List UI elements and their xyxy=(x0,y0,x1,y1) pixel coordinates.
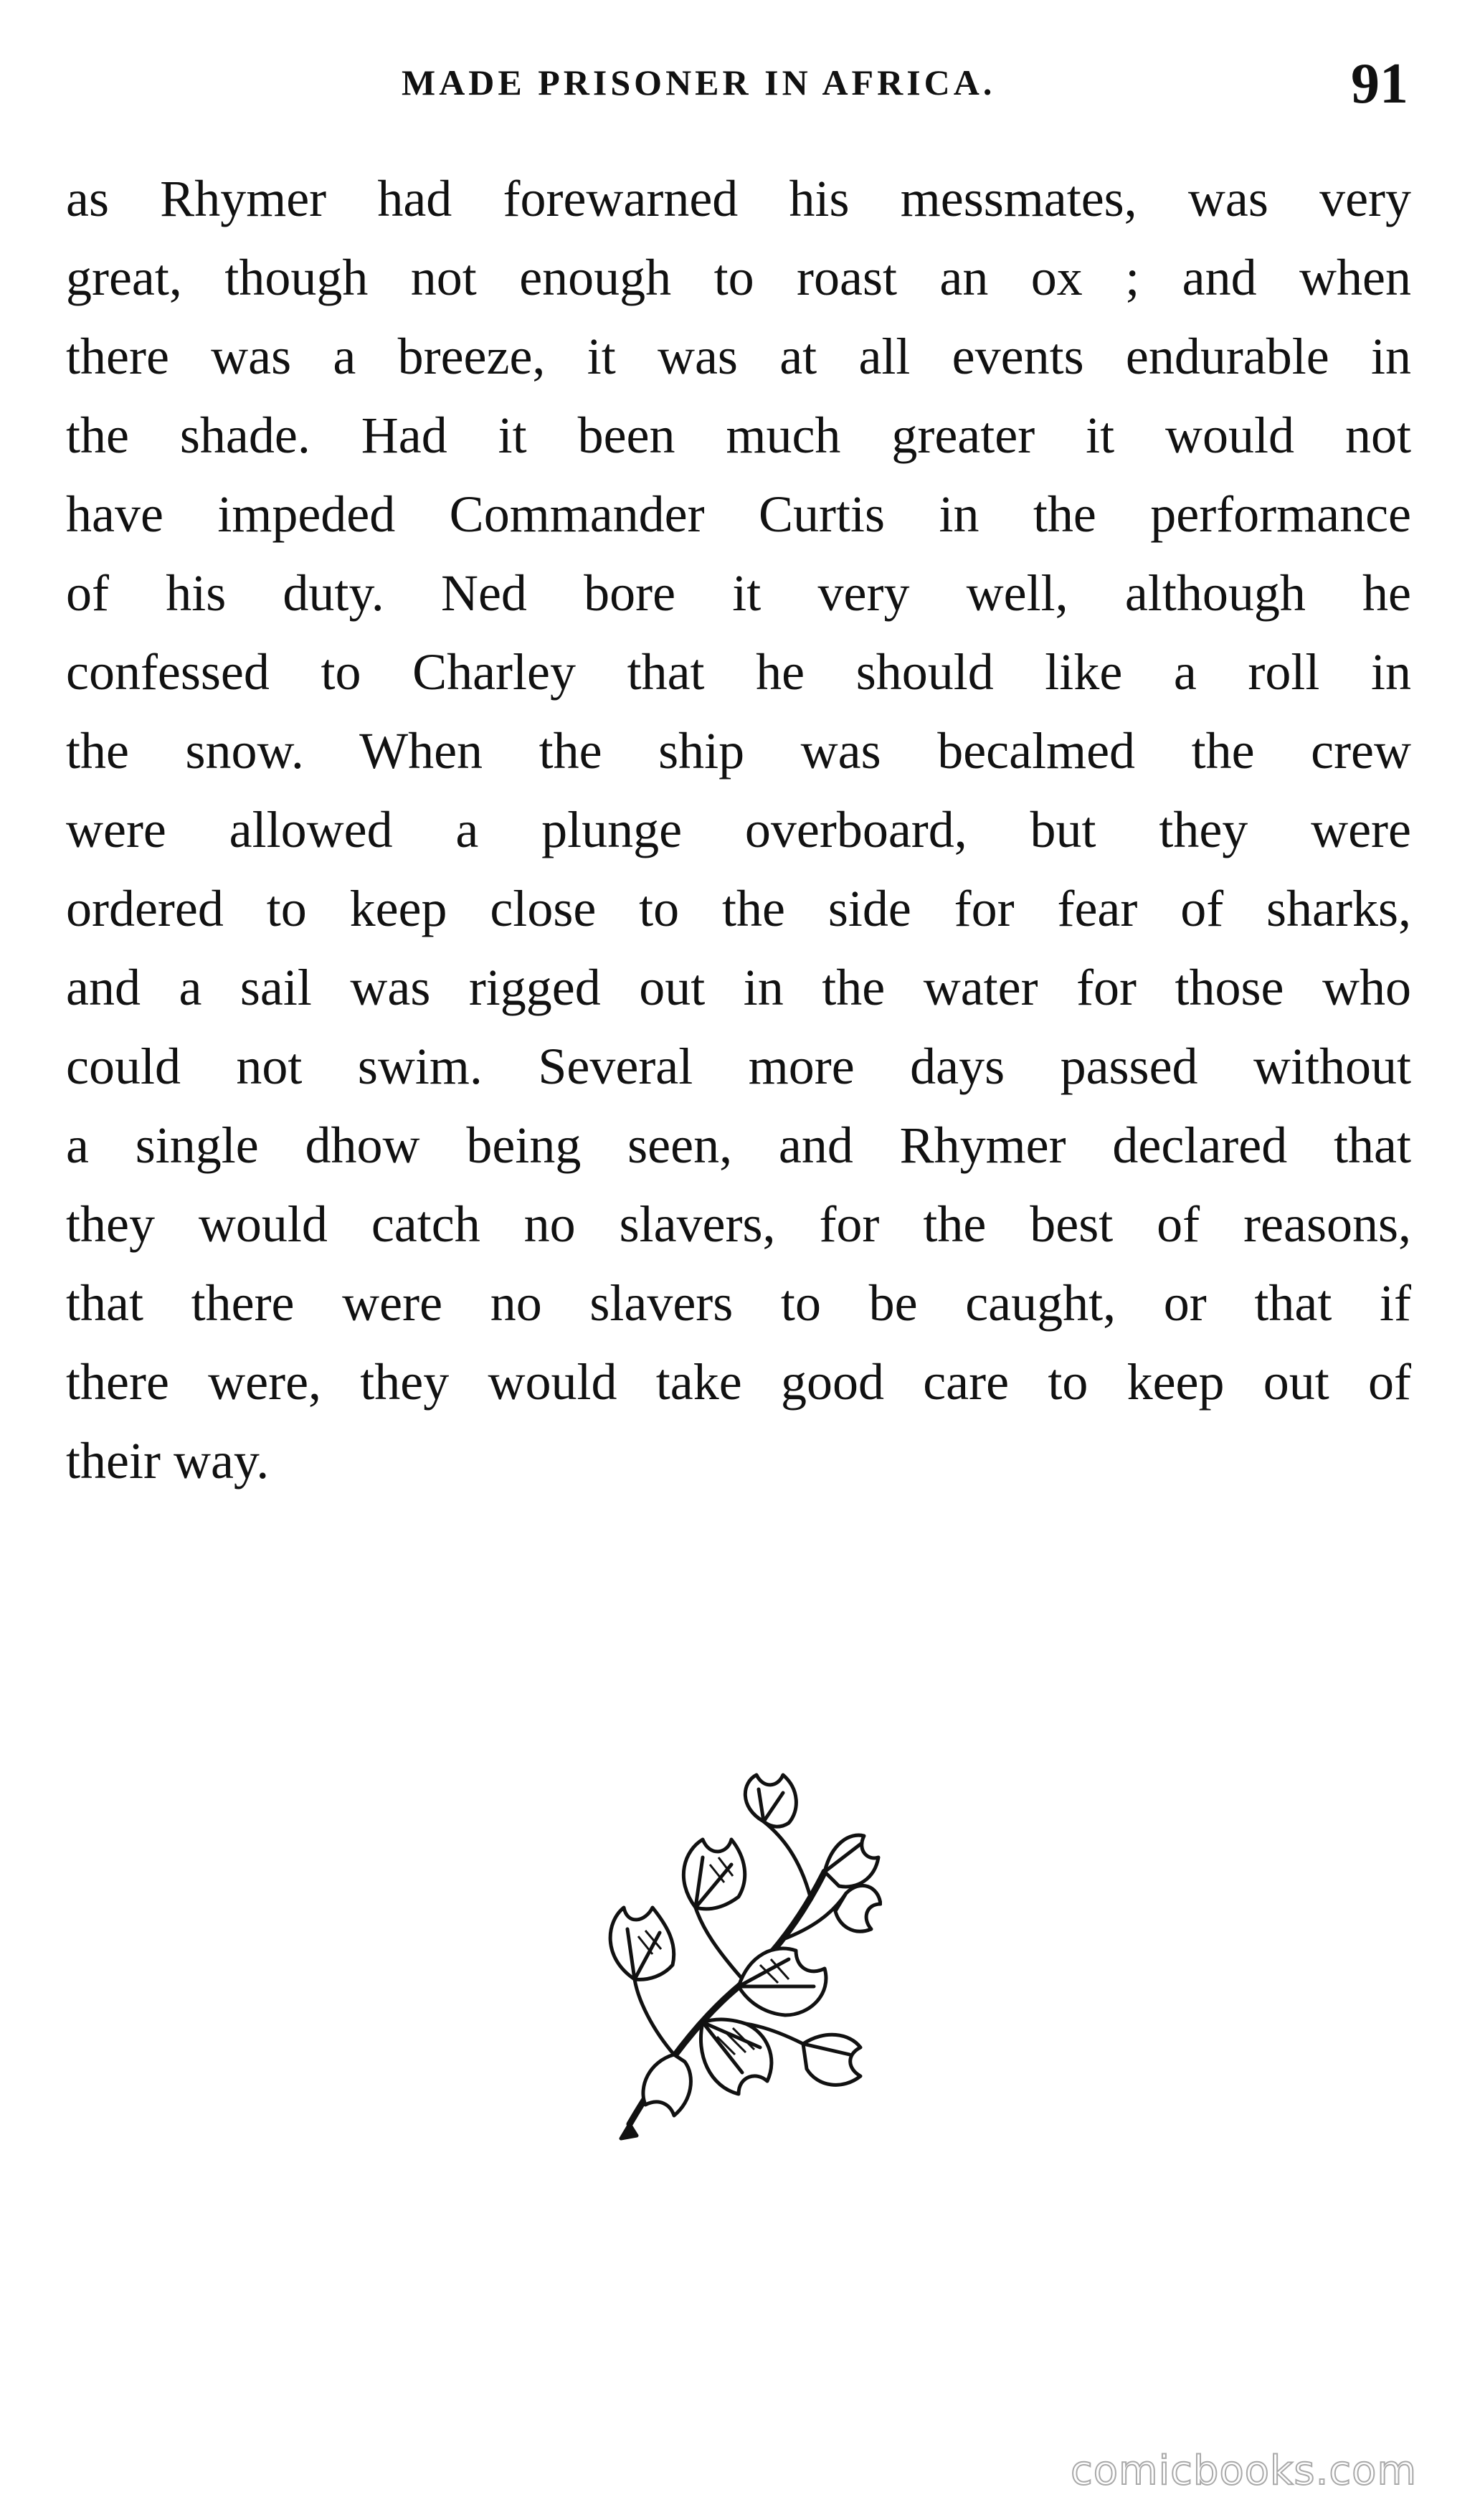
text-line: ordered to keep close to the side for fear of sharks, xyxy=(66,880,1411,937)
text-line: great, though not enough to roast an ox ; and when xyxy=(66,249,1411,306)
text-line: there were, they would take good care to keep out of xyxy=(66,1353,1411,1411)
text-line: a single dhow being seen, and Rhymer declared that xyxy=(66,1117,1411,1174)
text-line: and a sail was rigged out in the water for those who xyxy=(66,959,1411,1016)
text-line: the shade. Had it been much greater it would not xyxy=(66,407,1411,464)
running-head xyxy=(0,52,1480,123)
text-line: the snow. When the ship was becalmed the crew xyxy=(66,722,1411,780)
text-line: they would catch no slavers, for the best of reasons, xyxy=(66,1195,1411,1253)
watermark: comicbooks.com xyxy=(1070,2448,1417,2494)
text-line: as Rhymer had forewarned his messmates, was very xyxy=(66,170,1411,227)
page-number: 91 xyxy=(1351,52,1408,115)
text-line: have impeded Commander Curtis in the performance xyxy=(66,485,1411,543)
text-line: were allowed a plunge overboard, but they were xyxy=(66,801,1411,858)
text-line: that there were no slavers to be caught, or that if xyxy=(66,1274,1411,1332)
text-line-last: their way. xyxy=(66,1432,270,1489)
text-line: of his duty. Ned bore it very well, although he xyxy=(66,564,1411,622)
text-line: there was a breeze, it was at all events endurable in xyxy=(66,328,1411,385)
text-line: confessed to Charley that he should like a roll in xyxy=(66,643,1411,701)
text-line: could not swim. Several more days passed without xyxy=(66,1038,1411,1095)
body-text xyxy=(66,159,1411,1500)
running-head-title: MADE PRISONER IN AFRICA. xyxy=(402,62,996,103)
ivy-leaf-sprig-icon xyxy=(595,1771,882,2144)
